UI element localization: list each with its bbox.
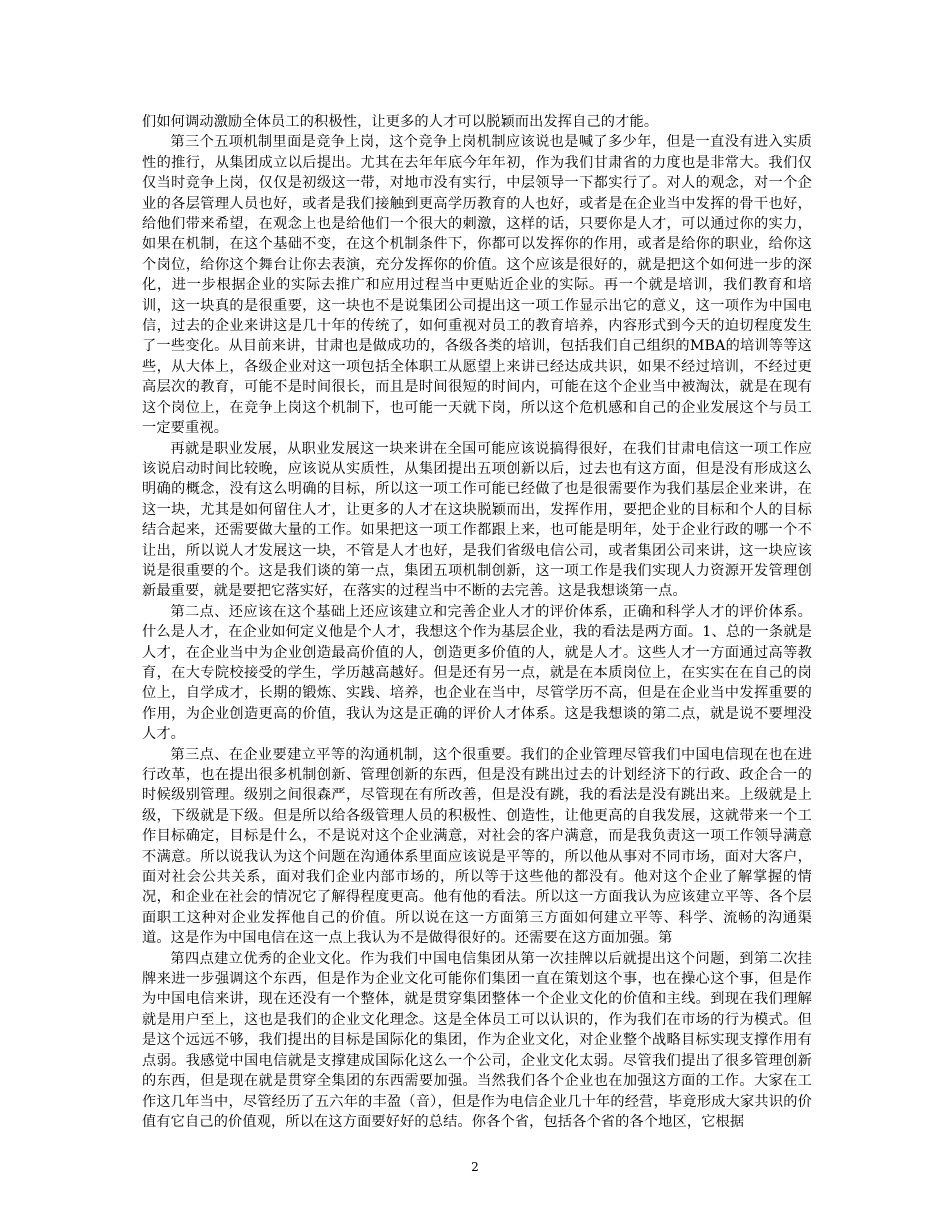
paragraph-4: 第二点、还应该在这个基础上还应该建立和完善企业人才的评价体系，正确和科学人才的评价体系。什么是人才，在企业如何定义他是个人才，我想这个作为基层企业，我的看法是两方面。1、总的一条就是人才，在企业当中为企业创造最高价值的人，创造更多价值的人，就是人才。这些人才一方面通过高等教育，在大专院校接受的学生，学历越高越好。但是还有另一点，就是在本质岗位上，在实实在在自己的岗位上，自学成才，长期的锻炼、实践、培养，也企业在当中，尽管学历不高，但是在企业当中发挥重要的作用，为企业创造更高的价值，我认为这是正确的评价人才体系。这是我想谈的第二点，就是说不要埋没人才。 [142, 603, 812, 743]
page-number: 2 [471, 1160, 479, 1174]
paragraph-1: 们如何调动激励全体员工的积极性，让更多的人才可以脱颖而出发挥自己的才能。 [142, 114, 659, 130]
document-body [142, 112, 812, 1132]
paragraph-6: 第四点建立优秀的企业文化。作为我们中国电信集团从第一次挂牌以后就提出这个问题，到第二次挂牌来进一步强调这个东西，但是作为企业文化可能你们集团一直在策划这个事，也在操心这个事，但是作为中国电信来讲，现在还没有一个整体，就是贯穿集团整体一个企业文化的价值和主线。到现在我们理解就是用户至上，这也是我们的企业文化理念。这是全体员工可以认识的，作为我们在市场的行为模式。但是这个远远不够，我们提出的目标是国际化的集团，作为企业文化，对企业整个战略目标实现支撑作用有点弱。我感觉中国电信就是支撑建成国际化这么一个公司，企业文化太弱。尽管我们提出了很多管理创新的东西，但是现在就是贯穿全集团的东西需要加强。当然我们各个企业也在加强这方面的工作。大家在工作这几年当中，尽管经历了五六年的丰盈（音），但是作为电信企业几十年的经营，毕竟形成大家共识的价值有它自己的价值观，所以在这方面要好好的总结。你各个省，包括各个省的各个地区，它根据 [142, 950, 812, 1130]
paragraph-3: 再就是职业发展，从职业发展这一块来讲在全国可能应该说搞得很好，在我们甘肃电信这一项工作应该说启动时间比较晚，应该说从实质性，从集团提出五项创新以后，过去也有这方面，但是没有形成这么明确的概念，没有这么明确的目标，所以这一项工作可能已经做了也是很需要作为我们基层企业来讲，在这一块，尤其是如何留住人才，让更多的人才在这块脱颖而出，发挥作用，要把企业的目标和个人的目标结合起来，还需要做大量的工作。如果把这一项工作都跟上来，也可能是明年，处于企业行政的哪一个不让出，所以说人才发展这一块，不管是人才也好，是我们省级电信公司，或者集团公司来讲，这一块应该说是很重要的个。这是我们谈的第一点，集团五项机制创新，这一项工作是我们实现人力资源开发管理创新最重要，就是要把它落实好，在落实的过程当中不断的去完善。这是我想谈第一点。 [142, 440, 812, 600]
paragraph-5: 第三点、在企业要建立平等的沟通机制，这个很重要。我们的企业管理尽管我们中国电信现在也在进行改革，也在提出很多机制创新、管理创新的东西，但是没有跳出过去的计划经济下的行政、政企合一的时候级别管理。级别之间很森严，尽管现在有所改善，但是没有跳，我的看法是没有跳出来。上级就是上级，下级就是下级。但是所以给各级管理人员的积极性、创造性，让他更高的自我发展，这就带来一个工作目标确定，目标是什么，不是说对这个企业满意，对社会的客户满意，而是我负责这一项工作领导满意不满意。所以说我认为这个问题在沟通体系里面应该说是平等的，所以他从事对不同市场，面对大客户，面对社会公共关系，面对我们企业内部市场的，所以等于这些他的都没有。他对这个企业了解掌握的情况，和企业在社会的情况它了解得程度更高。他有他的看法。所以这一方面我认为应该建立平等、各个层面职工这种对企业发挥他自己的价值。所以说在这一方面第三方面如何建立平等、科学、流畅的沟通渠道。这是作为中国电信在这一点上我认为不是做得很好的。还需要在这方面加强。第 [142, 746, 812, 947]
paragraph-2: 第三个五项机制里面是竞争上岗，这个竞争上岗机制应该说也是喊了多少年，但是一直没有进入实质性的推行，从集团成立以后提出。尤其在去年年底今年年初，作为我们甘肃省的力度也是非常大。我们仅仅当时竞争上岗，仅仅是初级这一带，对地市没有实行，中层领导一下都实行了。对人的观念，对一个企业的各层管理人员也好，或者是我们接触到更高学历教育的人也好，或者是在企业当中发挥的骨干也好，给他们带来希望，在观念上也是给他们一个很大的刺激，这样的话，只要你是人才，可以通过你的实力，如果在机制，在这个基础不变，在这个机制条件下，你都可以发挥你的作用，或者是给你的职业，给你这个岗位，给你这个舞台让你去表演，充分发挥你的价值。这个应该是很好的，就是把这个如何进一步的深化，进一步根据企业的实际去推广和应用过程当中更贴近企业的实际。再一个就是培训，我们教育和培训，这一块真的是很重要，这一块也不是说集团公司提出这一项工作显示出它的意义，这一项作为中国电信，过去的企业来讲这是几十年的传统了，如何重视对员工的教育培养，内容形式到今天的迫切程度发生了一些变化。从目前来讲，甘肃也是做成功的，各级各类的培训，包括我们自己组织的MBA的培训等等这些，从大体上，各级企业对这一项包括全体职工从愿望上来讲已经达成共识，如果不经过培训，不经过更高层次的教育，可能不是时间很长，而且是时间很短的时间内，可能在这个企业当中被淘汰，就是在现有这个岗位上，在竞争上岗这个机制下，也可能一天就下岗，所以这个危机感和自己的企业发展这个与员工一定要重视。 [142, 134, 812, 437]
